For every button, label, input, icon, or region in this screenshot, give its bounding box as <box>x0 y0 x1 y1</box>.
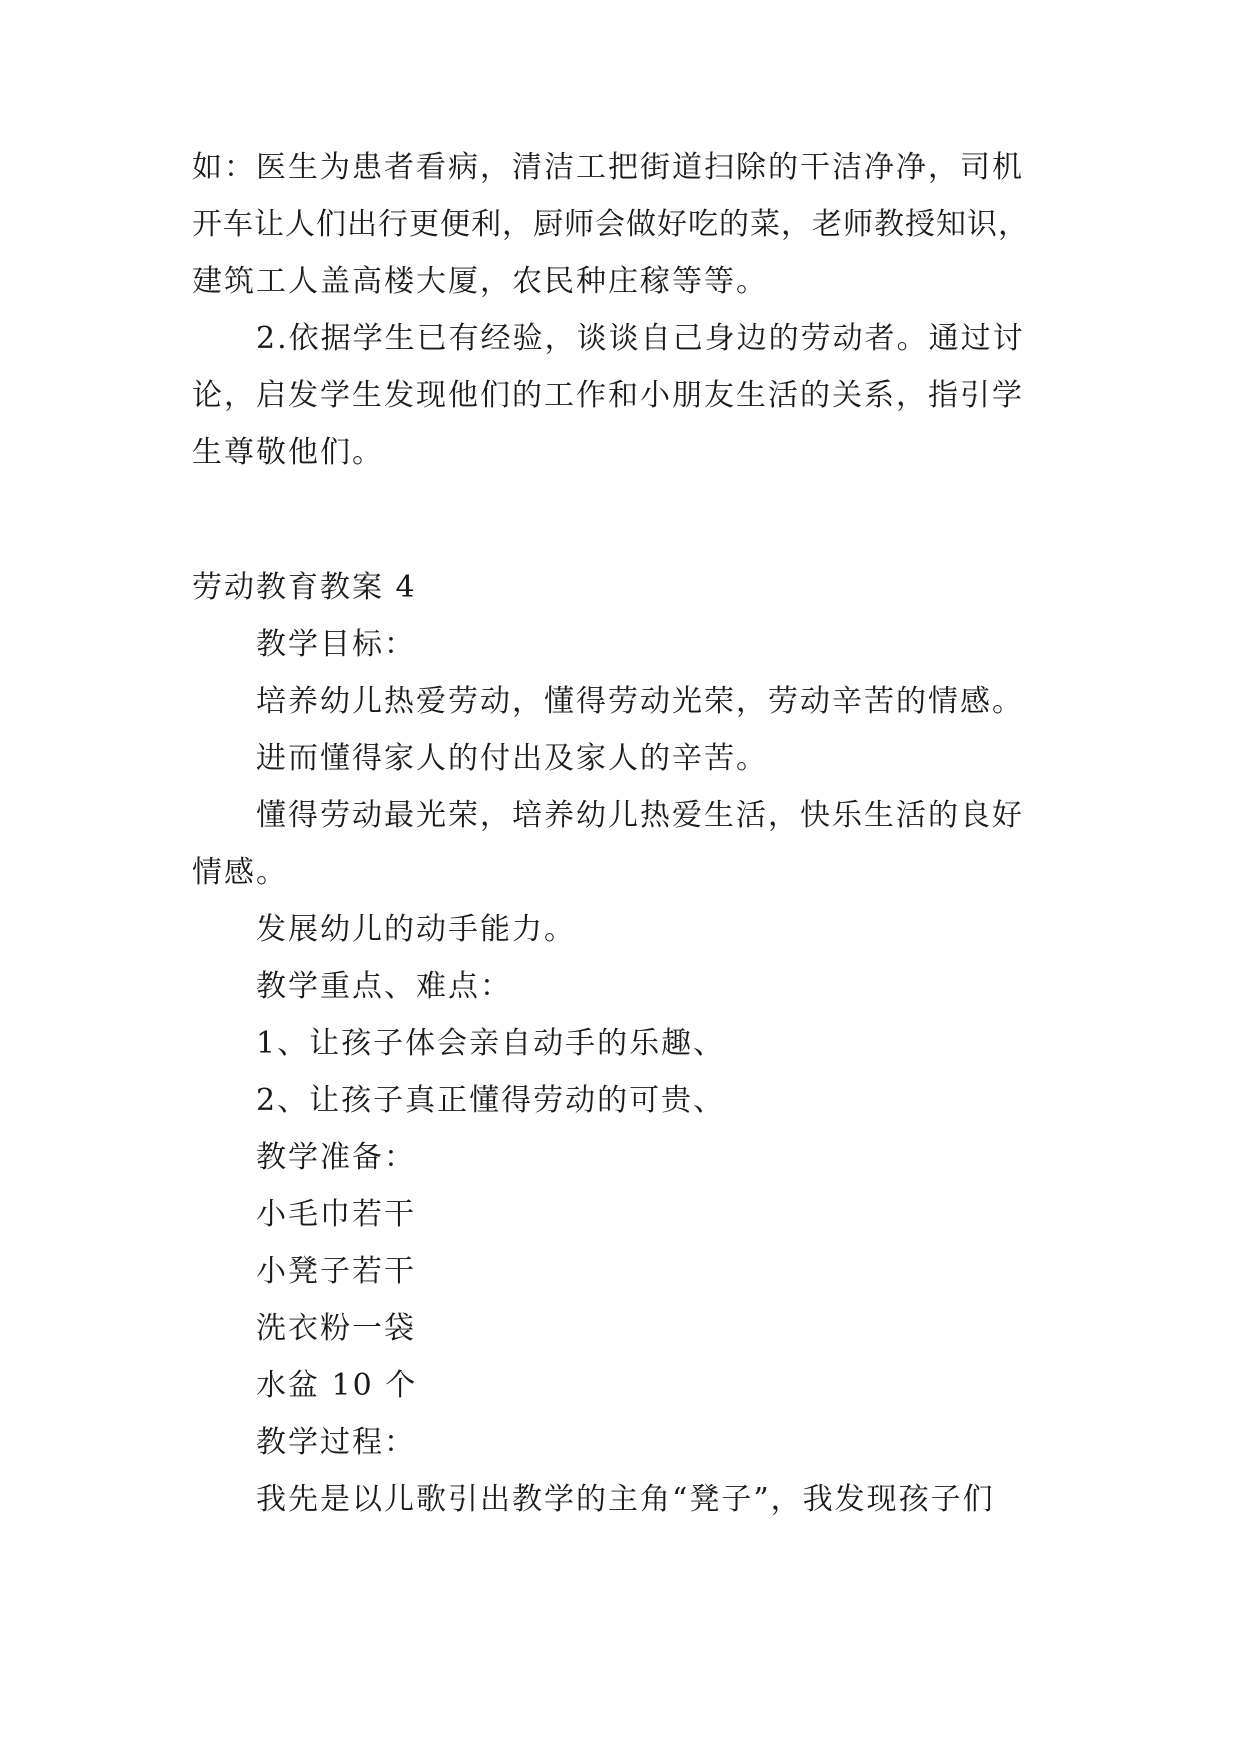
process-line: 我先是以儿歌引出教学的主角“凳子”，我发现孩子们 <box>256 1482 995 1517</box>
paragraph-line: 建筑工人盖高楼大厦，农民种庄稼等等。 <box>192 264 768 299</box>
key-points-heading: 教学重点、难点： <box>256 969 512 1004</box>
key-point-item: 2、让孩子真正懂得劳动的可贵、 <box>256 1083 726 1118</box>
goal-item: 懂得劳动最光荣，培养幼儿热爱生活，快乐生活的良好 <box>256 798 1024 833</box>
preparation-item: 小毛巾若干 <box>256 1197 416 1232</box>
paragraph-line: 论，启发学生发现他们的工作和小朋友生活的关系，指引学 <box>192 378 1024 413</box>
goal-item-continuation: 情感。 <box>192 855 288 890</box>
goal-item: 培养幼儿热爱劳动，懂得劳动光荣，劳动辛苦的情感。 <box>256 684 1024 719</box>
paragraph-line: 开车让人们出行更便利，厨师会做好吃的菜，老师教授知识， <box>192 207 1029 242</box>
paragraph-line: 生尊敬他们。 <box>192 435 384 470</box>
goals-heading: 教学目标： <box>256 627 416 662</box>
paragraph-line: 如：医生为患者看病，清洁工把街道扫除的干洁净净，司机 <box>192 150 1024 185</box>
preparation-item: 小凳子若干 <box>256 1254 416 1289</box>
key-point-item: 1、让孩子体会亲自动手的乐趣、 <box>256 1026 726 1061</box>
goal-item: 进而懂得家人的付出及家人的辛苦。 <box>256 741 768 776</box>
process-heading: 教学过程： <box>256 1425 416 1460</box>
preparation-item: 水盆 10 个 <box>256 1368 418 1403</box>
paragraph-line: 2.依据学生已有经验，谈谈自己身边的劳动者。通过讨 <box>256 321 1025 356</box>
goal-item: 发展幼儿的动手能力。 <box>256 912 576 947</box>
preparation-heading: 教学准备： <box>256 1140 416 1175</box>
section-heading: 劳动教育教案 4 <box>192 570 417 605</box>
preparation-item: 洗衣粉一袋 <box>256 1311 416 1346</box>
